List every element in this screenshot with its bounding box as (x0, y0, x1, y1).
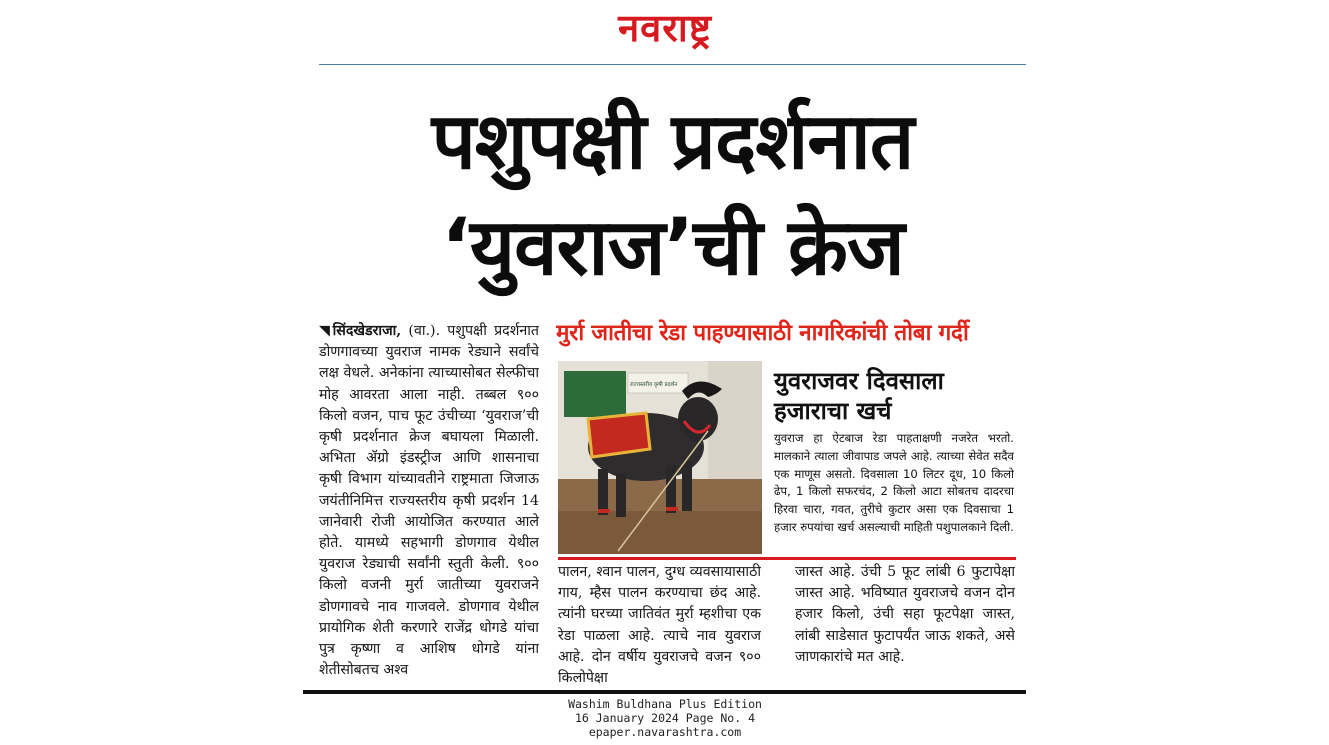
headline-line-1: पशुपक्षी प्रदर्शनात (431, 97, 914, 187)
box-heading (774, 366, 1014, 426)
page-bottom-rule (303, 690, 1026, 694)
agency-tag: (वा.). (401, 323, 448, 339)
masthead-divider (319, 64, 1026, 65)
headline-line-2: ‘युवराज’ची क्रेज (441, 203, 904, 293)
box-heading-line-2: हजाराचा खर्च (774, 397, 892, 425)
article-column-1 (319, 321, 539, 686)
footer-date-page: 16 January 2024 Page No. 4 (574, 711, 755, 725)
buffalo-photo (558, 361, 762, 554)
box-heading-line-1: युवराजवर दिवसाला (774, 367, 944, 395)
edition-footer (460, 697, 870, 739)
article-column-3: जास्त आहे. उंची 5 फूट लांबी 6 फुटापेक्षा जास्त आहे. भविष्यात युवराजचे वजन दोन हजार किलो, उंची सहा फूटपेक्षा जास्त, लांबी साडेसात फुटापर्यंत जाऊ शकते, असे जाणकारांचे मत आहे. (795, 564, 1015, 665)
masthead-logo: नवराष्ट्र (618, 6, 712, 50)
buffalo-illustration (558, 361, 762, 554)
box-divider (558, 557, 1016, 560)
box-text: युवराज हा ऐटबाज रेडा पाहताक्षणी नजरेत भरतो. मालकाने त्याला जीवापाड जपले आहे. त्याच्या सेवेत सदैव एक माणूस असतो. दिवसाला 10 लिटर दूध, 10 किलो ढेप, 1 किलो सफरचंद, 2 किलो आटा सोबतच दादरचा हिरवा चारा, गवत, तुरीचे कुटार असा एक दिवसाचा 1 हजार रुपयांचा खर्च असल्याची माहिती पशुपालकाने दिली. (774, 431, 1014, 534)
footer-edition: Washim Buldhana Plus Edition (568, 697, 762, 711)
footer-url[interactable]: epaper.navarashtra.com (588, 725, 742, 739)
article-column-2: पालन, श्वान पालन, दुग्ध व्यवसायासाठी गाय, म्हैस पालन करण्याचा छंद आहे. त्यांनी घरच्या जातिवंत मुर्रा म्हशीचा एक रेडा पाळला आहे. त्याचे नाव युवराज आहे. दोन वर्षीय युवराजचे वजन ९०० किलोपेक्षा (558, 564, 761, 687)
banner-text: राज्यस्तरीय कृषी प्रदर्शन (630, 382, 678, 388)
dateline-marker: ◥ (319, 323, 333, 339)
dateline: सिंदखेडराजा, (332, 323, 402, 339)
article-column-1-text: पशुपक्षी प्रदर्शनात डोणगावच्या युवराज नामक रेड्याने सर्वांचे लक्ष वेधले. अनेकांना त्याच्यासोबत सेल्फीचा मोह आवरता आला नाही. तब्बल ९०० किलो वजन, पाच फूट उंचीच्या ‘युवराज’ची कृषी प्रदर्शनात क्रेज बघायला मिळाली. अभिता ॲग्रो इंडस्ट्रीज आणि शासनाचा कृषी विभाग यांच्यावतीने राष्ट्रमाता जिजाऊ जयंतीनिमित्त राज्यस्तरीय कृषी प्रदर्शन 14 जानेवारी रोजी आयोजित करण्यात आले होते. यामध्ये सहभागी डोणगाव येथील युवराज रेड्याची सर्वांनी स्तुती केली. ९०० किलो वजनी मुर्रा जातीच्या युवराजने डोणगावचे नाव गाजवले. डोणगाव येथील प्रायोगिक शेती करणारे राजेंद्र धोगडे यांचा पुत्र कृष्णा व आशिष धोगडे यांना शेतीसोबतच अश्व (319, 323, 539, 679)
subheadline: मुर्रा जातीचा रेडा पाहण्यासाठी नागरिकांची तोबा गर्दी (556, 320, 969, 346)
